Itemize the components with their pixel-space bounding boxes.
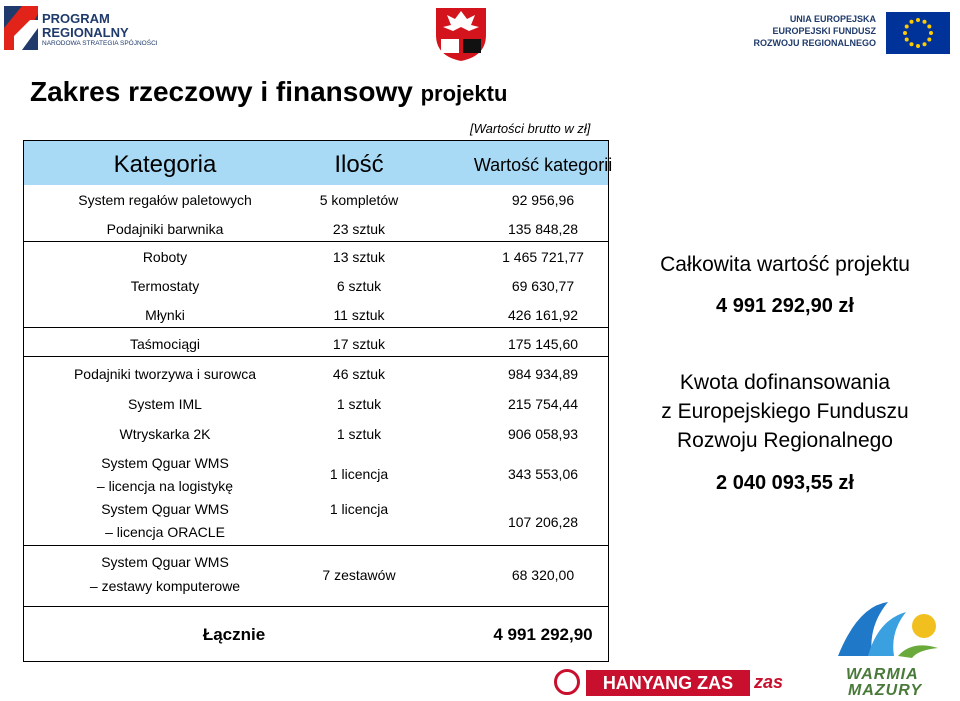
hanyang-zas-logo bbox=[554, 668, 814, 698]
warmia-mazury-crest-icon bbox=[433, 5, 489, 63]
row-category-line2: – zestawy komputerowe bbox=[89, 578, 241, 594]
row-quantity: 5 kompletów bbox=[319, 192, 399, 208]
row-value: 343 553,06 bbox=[507, 466, 579, 482]
row-category-line2: – licencja ORACLE bbox=[105, 524, 225, 540]
row-quantity: 17 sztuk bbox=[332, 336, 386, 352]
table-header bbox=[24, 141, 613, 185]
eu-line2: EUROPEJSKI FUNDUSZ bbox=[772, 26, 876, 36]
mazury-text: MAZURY bbox=[848, 682, 923, 699]
row-category: Podajniki barwnika bbox=[106, 221, 224, 237]
row-category: System IML bbox=[128, 396, 202, 412]
eu-flag-icon bbox=[886, 12, 950, 54]
eu-line3: ROZWOJU REGIONALNEGO bbox=[753, 38, 876, 48]
cofinancing-label bbox=[630, 368, 940, 455]
row-quantity: 23 sztuk bbox=[332, 221, 386, 237]
program-line3: NARODOWA STRATEGIA SPÓJNOŚCI bbox=[42, 40, 158, 47]
row-divider bbox=[24, 356, 608, 357]
row-value: 175 145,60 bbox=[507, 336, 579, 352]
cofinancing-value: 2 040 093,55 zł bbox=[716, 472, 854, 494]
row-category: Wtryskarka 2K bbox=[119, 426, 211, 442]
row-value: 906 058,93 bbox=[507, 426, 579, 442]
row-category: Roboty bbox=[142, 249, 188, 265]
hanyang-label: HANYANG ZAS bbox=[586, 670, 750, 696]
row-value: 1 465 721,77 bbox=[502, 249, 584, 265]
row-value: 426 161,92 bbox=[507, 307, 579, 323]
hanyang-circle-icon bbox=[554, 669, 580, 695]
page-title-small: projektu bbox=[420, 81, 508, 106]
row-quantity: 1 licencja bbox=[329, 501, 389, 517]
row-category: System regałów paletowych bbox=[78, 192, 252, 208]
row-category-line2: – licencja na logistykę bbox=[96, 478, 234, 494]
row-category-line1: System Qguar WMS bbox=[101, 455, 229, 471]
page-title bbox=[30, 76, 507, 110]
program-line1: PROGRAM bbox=[42, 11, 110, 26]
row-quantity: 7 zestawów bbox=[322, 567, 396, 583]
program-regionalny-logo bbox=[0, 0, 160, 58]
row-quantity: 1 sztuk bbox=[336, 396, 382, 412]
cofinancing-line1: Kwota dofinansowania bbox=[679, 371, 891, 394]
row-quantity: 46 sztuk bbox=[332, 366, 386, 382]
row-divider bbox=[24, 241, 608, 242]
header-category: Kategoria bbox=[113, 151, 217, 178]
values-note: [Wartości brutto w zł] bbox=[470, 121, 591, 136]
row-quantity: 13 sztuk bbox=[332, 249, 386, 265]
warmia-mazury-wave-icon bbox=[828, 596, 948, 666]
row-value: 92 956,96 bbox=[511, 192, 575, 208]
row-divider bbox=[24, 606, 608, 607]
total-project-value: 4 991 292,90 zł bbox=[716, 295, 854, 317]
row-value: 107 206,28 bbox=[507, 514, 579, 530]
header-value: Wartość kategorii bbox=[473, 155, 613, 175]
total-label: Łącznie bbox=[202, 625, 266, 644]
total-value: 4 991 292,90 bbox=[493, 625, 593, 644]
warmia-mazury-logo bbox=[828, 596, 948, 700]
row-value: 984 934,89 bbox=[507, 366, 579, 382]
warmia-text: WARMIA bbox=[846, 666, 919, 683]
project-cost-table bbox=[23, 140, 613, 662]
row-quantity: 11 sztuk bbox=[333, 307, 385, 323]
row-value: 68 320,00 bbox=[511, 567, 575, 583]
cofinancing-line2: z Europejskiego Funduszu bbox=[661, 400, 909, 423]
row-category: Podajniki tworzywa i surowca bbox=[73, 366, 257, 382]
cofinancing-line3: Rozwoju Regionalnego bbox=[677, 429, 893, 452]
eu-logo bbox=[753, 6, 956, 58]
header-quantity: Ilość bbox=[334, 151, 384, 178]
row-divider bbox=[24, 545, 608, 546]
row-divider bbox=[24, 327, 608, 328]
row-quantity: 1 sztuk bbox=[336, 426, 382, 442]
row-quantity: 6 sztuk bbox=[336, 278, 382, 294]
row-category: Termostaty bbox=[130, 278, 200, 294]
page-title-main: Zakres rzeczowy i finansowy bbox=[30, 76, 413, 107]
row-category: Taśmociągi bbox=[129, 336, 201, 352]
row-value: 215 754,44 bbox=[507, 396, 579, 412]
program-line2: REGIONALNY bbox=[42, 25, 129, 40]
program-regionalny-mark-icon bbox=[4, 6, 38, 50]
eu-line1: UNIA EUROPEJSKA bbox=[789, 14, 876, 24]
row-quantity: 1 licencja bbox=[329, 466, 389, 482]
row-category-line1: System Qguar WMS bbox=[101, 554, 229, 570]
total-project-label: Całkowita wartość projektu bbox=[660, 253, 910, 276]
zas-mark: zas bbox=[754, 672, 784, 692]
row-value: 135 848,28 bbox=[507, 221, 579, 237]
row-category: Młynki bbox=[145, 307, 185, 323]
row-value: 69 630,77 bbox=[511, 278, 575, 294]
row-category-line1: System Qguar WMS bbox=[101, 501, 229, 517]
